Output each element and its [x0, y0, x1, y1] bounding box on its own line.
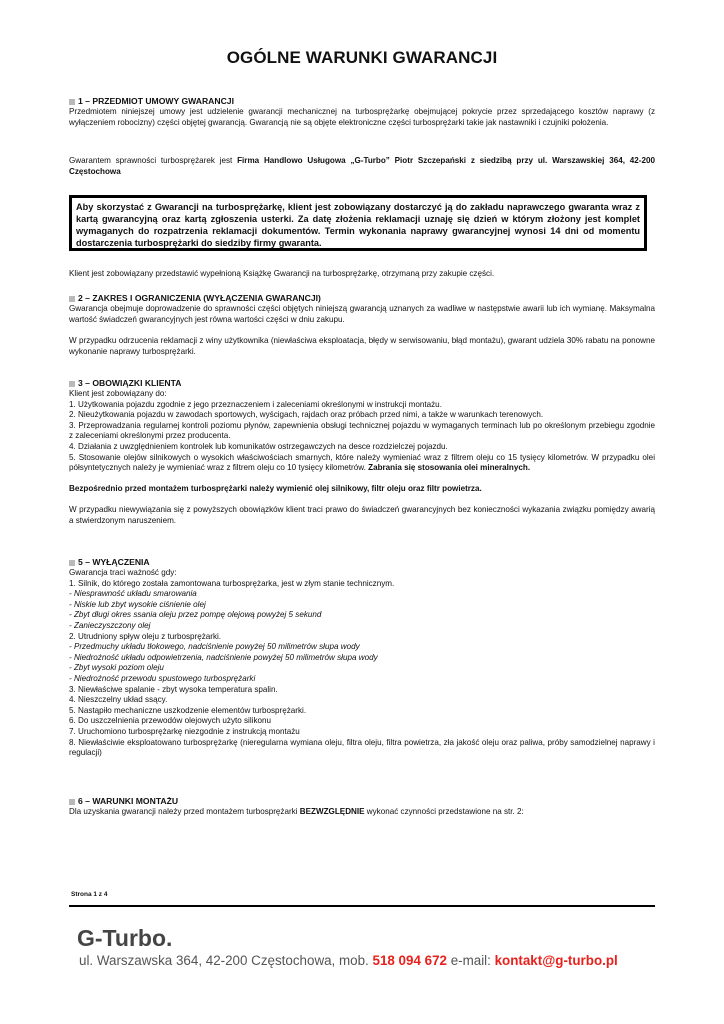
section-2	[69, 293, 655, 357]
list-item: 4. Nieszczelny układ ssący.	[69, 695, 168, 705]
list-item: 4. Działania z uwzględnieniem kontrolek lub komunikatów ostrzegawczych na desce rozdzielczej pojazdu.	[69, 441, 448, 451]
list-item: 1. Silnik, do którego została zamontowana turbosprężarka, jest w złym stanie technicznym.	[69, 578, 395, 588]
section-6-heading: 6 – WARUNKI MONTAŻU	[69, 796, 655, 807]
list-item: 5. Nastąpiło mechaniczne uszkodzenie elementów turbosprężarki.	[69, 705, 307, 715]
list-item: 2. Utrudniony spływ oleju z turbosprężarki.	[69, 631, 222, 641]
list-item: 5. Stosowanie olejów silnikowych o wysokich właściwościach smarnych, które należy wymieniać wraz z filtrem oleju co 15 tysięcy kilometrów. W przypadku olei półsyntetycznych należy je wymieniać wraz z filtrem oleju co 10 tysięcy kilometrów. Zabrania się stosowania olei mineralnych.	[69, 452, 655, 473]
guarantor-paragraph: Gwarantem sprawności turbosprężarek jest Firma Handlowo Usługowa „G-Turbo” Piotr Szczepański z siedzibą przy ul. Warszawskiej 364, 42-200 Częstochowa	[69, 156, 655, 176]
section-1-heading: 1 – PRZEDMIOT UMOWY GWARANCJI	[69, 96, 655, 107]
bullet-square-icon	[69, 296, 75, 302]
section-2-heading: 2 – ZAKRES I OGRANICZENIA (WYŁĄCZENIA GWARANCJI)	[69, 293, 655, 304]
section-2-paragraph-2: W przypadku odrzucenia reklamacji z winy użytkownika (niewłaściwa eksploatacja, błędy w serwisowaniu, błąd montażu), gwarant udziela 30% rabatu na ponowne wykonanie naprawy turbosprężarki.	[69, 336, 655, 356]
list-item: - Zbyt długi okres ssania oleju przez pompę olejową powyżej 5 sekund	[69, 610, 322, 620]
section-1-paragraph: Przedmiotem niniejszej umowy jest udzielenie gwarancji mechanicznej na turbosprężarkę obejmującej pokrycie przez sprzedającego kosztów naprawy (z wyłączeniem robocizny) części objętej gwarancją. Gwarancją nie są objęte elektroniczne części turbosprężarki takie jak nastawniki i czujniki położenia.	[69, 107, 655, 127]
section-3-list	[69, 400, 655, 453]
list-item: 3. Niewłaściwe spalanie - zbyt wysoka temperatura spalin.	[69, 684, 278, 694]
warranty-book-paragraph: Klient jest zobowiązany przedstawić wypełnioną Książkę Gwarancji na turbosprężarkę, otrzymaną przy zakupie części.	[69, 269, 495, 278]
section-1	[69, 96, 655, 128]
phone-number: 518 094 672	[372, 953, 447, 968]
section-5-list	[69, 568, 655, 738]
list-item: 3. Przeprowadzania regularnej kontroli poziomu płynów, zapewnienia obsługi technicznej pojazdu w wymaganych terminach lub po określonym przebiegu zgodnie z zaleceniami określonymi przez producenta.	[69, 420, 655, 441]
bullet-square-icon	[69, 99, 75, 105]
section-6-paragraph: Dla uzyskania gwarancji należy przed montażem turbosprężarki BEZWZGLĘDNIE wykonać czynności przedstawione na str. 2:	[69, 807, 524, 816]
list-item: - Przedmuchy układu tłokowego, nadciśnienie powyżej 50 milimetrów słupa wody	[69, 642, 360, 652]
list-item: 8. Niewłaściwie eksploatowano turbosprężarkę (nieregularna wymiana oleju, filtra oleju, filtra powietrza, zła jakość oleju oraz paliwa, próby samodzielnej naprawy i regulacji)	[69, 737, 655, 758]
section-6	[69, 796, 655, 818]
bullet-square-icon	[69, 799, 75, 805]
footer-divider	[69, 905, 655, 907]
list-item: 6. Do uszczelnienia przewodów olejowych użyto silikonu	[69, 716, 271, 726]
section-3-heading: 3 – OBOWIĄZKI KLIENTA	[69, 378, 655, 389]
bullet-square-icon	[69, 381, 75, 387]
section-2-paragraph-1: Gwarancja obejmuje doprowadzenie do sprawności części objętych niniejszą gwarancją uznanych za wadliwe w następstwie awarii lub ich wymianę. Maksymalna wartość świadczeń gwarancyjnych jest równa wartości części w dniu zakupu.	[69, 304, 655, 324]
list-item: - Zbyt wysoki poziom oleju	[69, 663, 164, 673]
list-item: 7. Uruchomiono turbosprężarkę niezgodnie z instrukcją montażu	[69, 726, 300, 736]
page-number: Strona 1 z 4	[71, 891, 108, 898]
brand-logo-text: G-Turbo.	[77, 925, 173, 951]
guarantor-name: Firma Handlowo Usługowa „G-Turbo” Piotr Szczepański z siedzibą przy ul. Warszawskiej 364, 42-200 Częstochowa	[69, 156, 655, 176]
list-item: - Zanieczyszczony olej	[69, 620, 151, 630]
list-item: - Niesprawność układu smarowania	[69, 589, 197, 599]
document-title: OGÓLNE WARUNKI GWARANCJI	[226, 48, 498, 67]
list-item: - Niedrożność układu odpowietrzenia, nadciśnienie powyżej 50 milimetrów słupa wody	[69, 652, 378, 662]
email-link[interactable]: kontakt@g-turbo.pl	[494, 953, 618, 968]
bullet-square-icon	[69, 560, 75, 566]
section-3: 3 – OBOWIĄZKI KLIENTA Klient jest zobowiązany do: 1. Użytkowania pojazdu zgodnie z jego przeznaczeniem i zaleceniami określonymi w instrukcji montażu. 2. Nieużytkowania pojazdu w zawodach sportowych, wyścigach, rajdach oraz próbach przed nimi, a także w warunkach terenowych. 3. Przeprowadzania regularnej kontroli poziomu płynów, zapewnienia obsługi technicznej pojazdu w wymaganych terminach lub po określonym przebiegu zgodnie z zaleceniami określonymi przez producenta. 4. Działania z uwzględnieniem kontrolek lub komunikatów ostrzegawczych na desce rozdzielczej pojazdu. 5. Stosowanie olejów silnikowych o wysokich właściwościach smarnych, które należy wymieniać wraz z filtrem oleju co 15 tysięcy kilometrów. W przypadku olei półsyntetycznych należy je wymieniać wraz z filtrem oleju co 10 tysięcy kilometrów. Zabrania się stosowania olei mineralnych. Bezpośrednio przed montażem turbosprężarki należy wymienić olej silnikowy, filtr oleju oraz filtr powietrza. W przypadku niewywiązania się z powyższych obowiązków klient traci prawo do świadczeń gwarancyjnych bez konieczności wykazania związku pomiędzy awarią a stwierdzonym naruszeniem.	[69, 378, 655, 525]
list-item: - Niskie lub zbyt wysokie ciśnienie olej	[69, 599, 206, 609]
section-5-heading: 5 – WYŁĄCZENIA	[69, 557, 655, 568]
section-3-consequence: W przypadku niewywiązania się z powyższych obowiązków klient traci prawo do świadczeń gwarancyjnych bez konieczności wykazania związku pomiędzy awarią a stwierdzonym naruszeniem.	[69, 505, 655, 525]
list-item: 1. Użytkowania pojazdu zgodnie z jego przeznaczeniem i zaleceniami określonymi w instrukcji montażu.	[69, 399, 442, 409]
oil-change-note: Bezpośrednio przed montażem turbosprężarki należy wymienić olej silnikowy, filtr oleju oraz filtr powietrza.	[69, 483, 482, 493]
section-5	[69, 557, 655, 759]
notice-box: Aby skorzystać z Gwarancji na turbosprężarkę, klient jest zobowiązany dostarczyć ją do zakładu naprawczego gwaranta wraz z kartą gwarancyjną oraz kartą zgłoszenia usterki. Za datę złożenia reklamacji uznaję się dzień w którym złożony jest komplet wymaganych do rozpatrzenia reklamacji dokumentów. Termin wykonania naprawy gwarancyjnej wynosi 14 dni od momentu dostarczenia turbosprężarki do siedziby firmy gwaranta.	[69, 195, 647, 251]
contact-line: ul. Warszawska 364, 42-200 Częstochowa, mob. 518 094 672 e-mail: kontakt@g-turbo.pl	[79, 953, 618, 968]
list-item: - Niedrożność przewodu spustowego turbosprężarki	[69, 673, 256, 683]
list-item: 2. Nieużytkowania pojazdu w zawodach sportowych, wyścigach, rajdach oraz próbach przed nimi, a także w warunkach terenowych.	[69, 410, 544, 420]
list-item: Gwarancja traci ważność gdy:	[69, 568, 177, 577]
